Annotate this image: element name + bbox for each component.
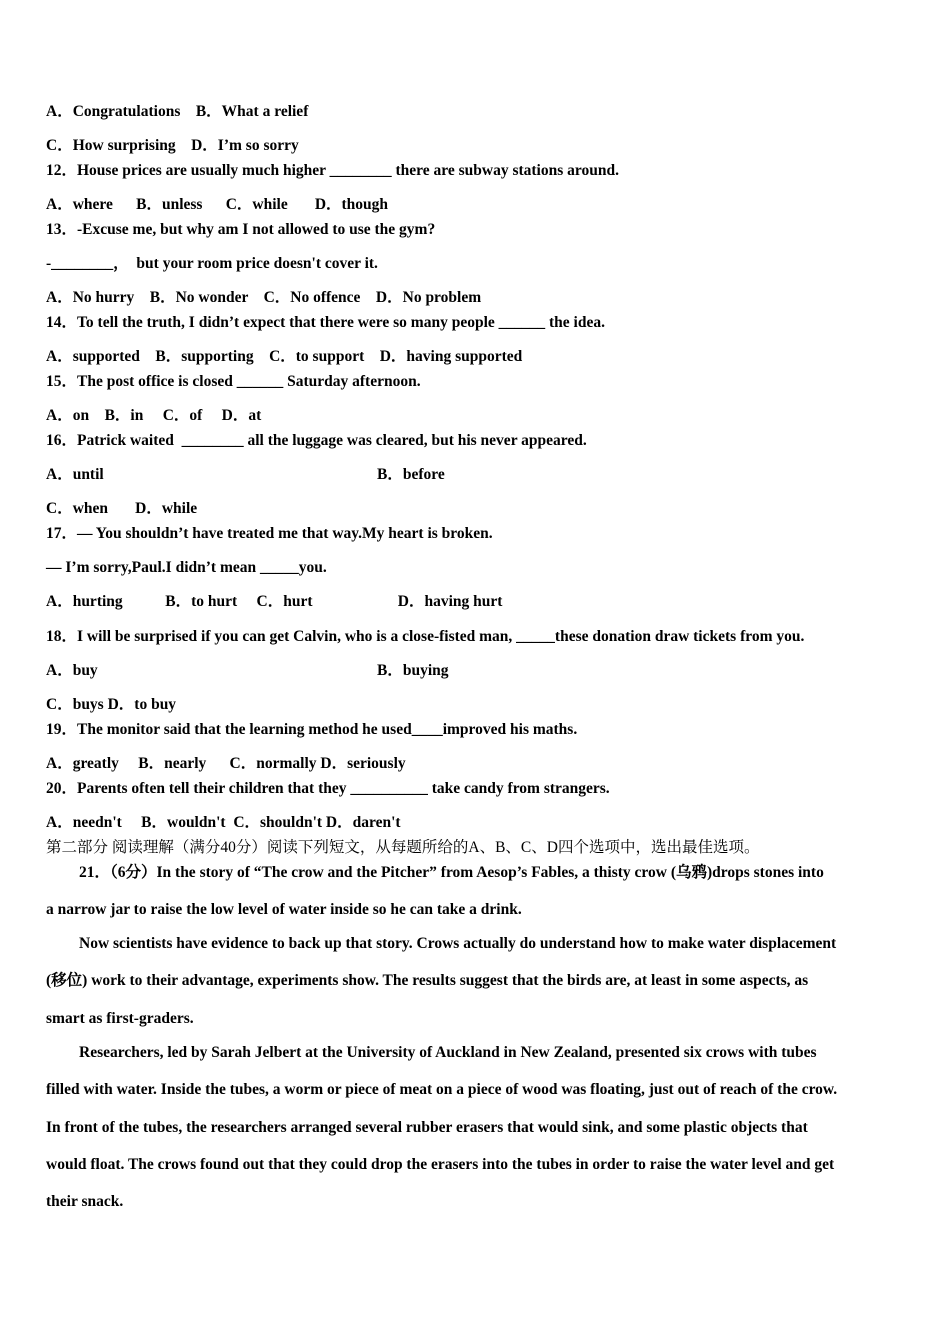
passage-line: smart as first-graders. (46, 1010, 194, 1027)
q14-options: A．supported B．supporting C．to support D．having supported (46, 348, 523, 365)
q20-stem: 20．Parents often tell their children that they __________ take candy from strangers. (46, 780, 610, 797)
q18-stem: 18．I will be surprised if you can get Calvin, who is a close-fisted man, _____these donation draw tickets from you. (46, 628, 805, 645)
q13-stem: 13．-Excuse me, but why am I not allowed to use the gym? (46, 221, 436, 238)
q16-options-cd: C．when D．while (46, 500, 198, 517)
q17-stem: 17．— You shouldn’t have treated me that way.My heart is broken. (46, 525, 493, 542)
passage-line: Now scientists have evidence to back up that story. Crows actually do understand how to make water displacement (79, 935, 837, 952)
q13-options: A．No hurry B．No wonder C．No offence D．No problem (46, 289, 482, 306)
q12-options: A．where B．unless C．while D．though (46, 196, 389, 213)
passage-line: Researchers, led by Sarah Jelbert at the University of Auckland in New Zealand, presented six crows with tubes (79, 1044, 817, 1061)
q19-options: A．greatly B．nearly C．normally D．seriously (46, 755, 406, 772)
q17-options: A．hurting B．to hurt C．hurt D．having hurt (46, 593, 503, 610)
q17-stem-reply: — I’m sorry,Paul.I didn’t mean _____you. (46, 559, 327, 576)
q18-option-b: B．buying (377, 662, 449, 679)
passage-line: a narrow jar to raise the low level of water inside so he can take a drink. (46, 901, 522, 918)
passage-line: their snack. (46, 1193, 124, 1210)
q19-stem: 19．The monitor said that the learning method he used____improved his maths. (46, 721, 578, 738)
q16-option-b: B．before (377, 466, 445, 483)
q13-stem-reply: -________， but your room price doesn't cover it. (46, 255, 378, 272)
q12-stem: 12．House prices are usually much higher ________ there are subway stations around. (46, 162, 619, 179)
q15-stem: 15．The post office is closed ______ Saturday afternoon. (46, 373, 421, 390)
passage-line: would float. The crows found out that they could drop the erasers into the tubes in order to raise the water level and get (46, 1156, 835, 1173)
q18-option-a: A．buy (46, 662, 98, 679)
q11-options-ab: A．Congratulations B．What a relief (46, 103, 309, 120)
section-heading: 第二部分 阅读理解（满分40分）阅读下列短文，从每题所给的A、B、C、D四个选项中，选出最佳选项。 (46, 839, 760, 856)
q11-options-cd: C．How surprising D．I’m so sorry (46, 137, 299, 154)
passage-line: filled with water. Inside the tubes, a worm or piece of meat on a piece of wood was floating, just out of reach of the crow. (46, 1081, 838, 1098)
q20-options: A．needn't B．wouldn't C．shouldn't D．daren't (46, 814, 401, 831)
passage-line: In front of the tubes, the researchers arranged several rubber erasers that would sink, and some plastic objects that (46, 1119, 808, 1136)
q16-stem: 16．Patrick waited ________ all the luggage was cleared, but his never appeared. (46, 432, 587, 449)
passage-line: 21．（6分）In the story of “The crow and the Pitcher” from Aesop’s Fables, a thisty crow (乌鸦)drops stones into (79, 864, 824, 881)
q18-options-cd: C．buys D．to buy (46, 696, 177, 713)
q14-stem: 14．To tell the truth, I didn’t expect that there were so many people ______ the idea. (46, 314, 605, 331)
q15-options: A．on B．in C．of D．at (46, 407, 262, 424)
passage-line: (移位) work to their advantage, experiments show. The results suggest that the birds are, at least in some aspects, as (46, 972, 809, 989)
q16-option-a: A．until (46, 466, 104, 483)
